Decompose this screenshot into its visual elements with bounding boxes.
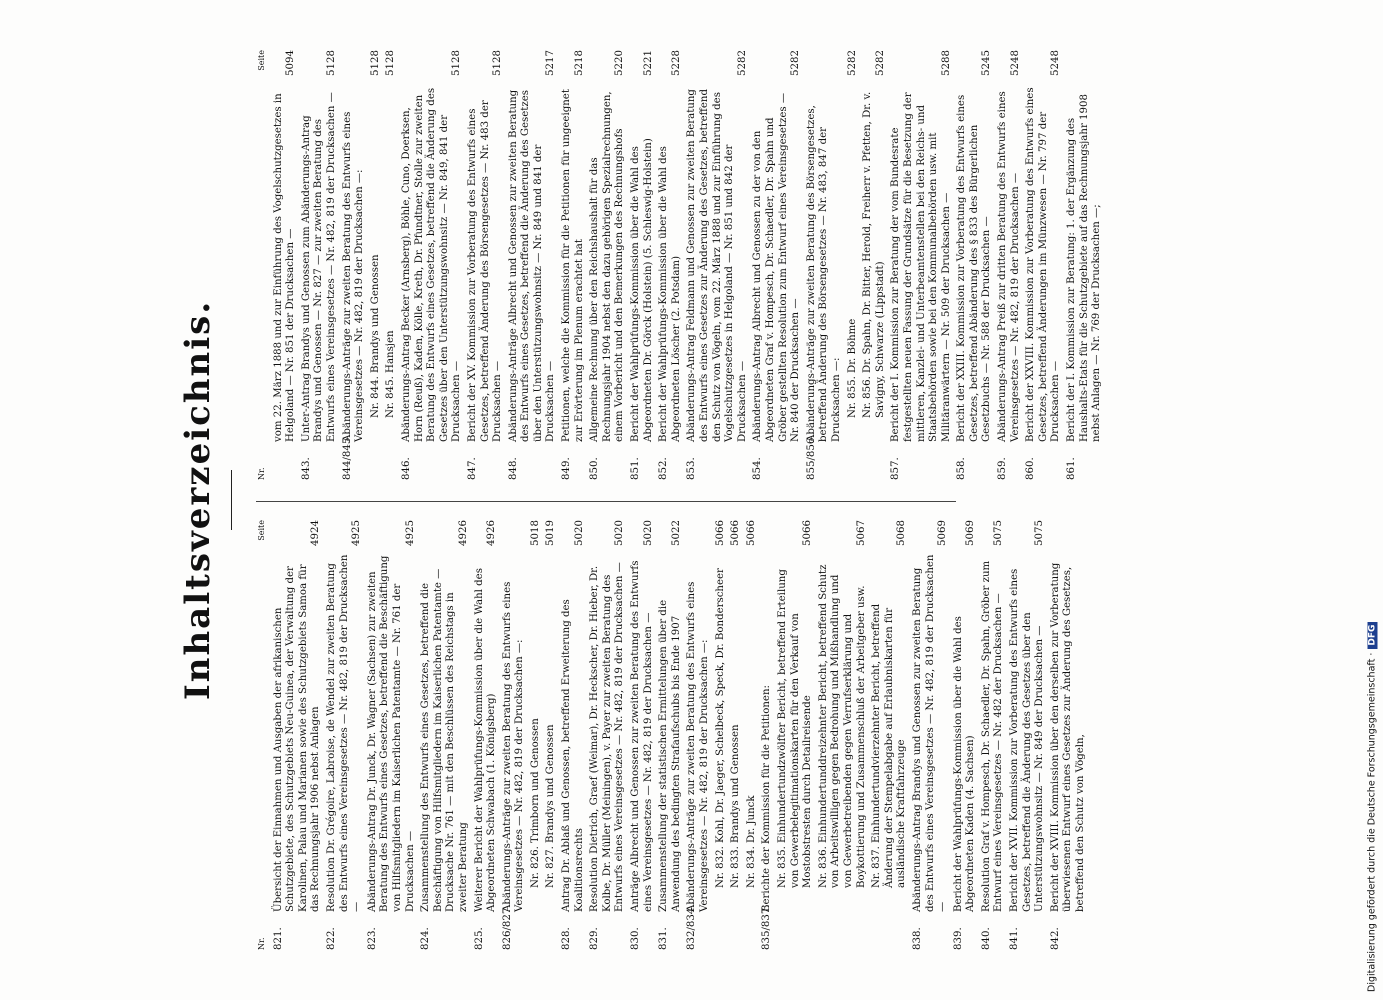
toc-entry xyxy=(686,50,749,480)
rotated-document xyxy=(46,30,1336,970)
page-title: Inhaltsverzeichnis. xyxy=(178,299,218,701)
entry-text: Bericht der XVII. Kommission zur Vorberatung des Entwurfs eines Gesetzes, betreffend die Änderung des Gesetzes über den Unterstützungswohnsitz — Nr. 849 der Drucksachen — xyxy=(1009,568,1046,912)
entry-text: Nr. 827. Brandys und Genossen xyxy=(545,724,557,888)
toc-entry xyxy=(746,520,759,950)
entry-text: Nr. 845. Hansjen xyxy=(385,330,397,418)
toc-entry xyxy=(530,520,543,950)
entry-number: 860. xyxy=(1025,457,1037,480)
toc-entry xyxy=(589,520,627,950)
entry-page: 5282 xyxy=(790,50,802,76)
entry-number: 849. xyxy=(561,457,573,480)
entry-number: 825. xyxy=(473,927,485,950)
entry-page: 5282 xyxy=(874,50,886,76)
entry-text: Bericht der XXVIII. Kommission zur Vorberatung des Entwurfs eines Gesetzes, betreffend Änderungen im Münzwesen — Nr. 797 der Drucksachen — xyxy=(1025,87,1062,442)
right-column xyxy=(256,50,1107,480)
entry-page: 5066 xyxy=(730,520,742,546)
entry-text: Bericht der XVIII. Kommission über den derselben zur Vorberatung überwiesenen Entwurf eines Gesetzes zur Änderung des Gesetzes, betreffend den Schutz von Vögeln, xyxy=(1049,562,1087,912)
left-column-header xyxy=(256,520,269,950)
entry-page: 5128 xyxy=(492,50,504,76)
entry-page: 5248 xyxy=(1009,50,1021,76)
entry-page: 5288 xyxy=(940,50,952,76)
entry-page: 5128 xyxy=(385,50,397,76)
entry-number: 842. xyxy=(1049,927,1061,950)
entry-page: 4925 xyxy=(351,520,363,546)
entry-number xyxy=(818,902,868,950)
entry-number: 840. xyxy=(980,927,992,950)
toc-entry xyxy=(761,520,774,950)
entry-text: Resolution Dietrich, Graef (Weimar), Dr. Heckscher, Dr. Hieber, Dr. Kolbe, Dr. Müller (Meiningen), v. Payer zur zweiten Beratung des Entwurfs eines Vereinsgesetzes — Nr. 482, 819 der Drucksachen — xyxy=(589,562,626,912)
entry-number: 861. xyxy=(1066,457,1078,480)
toc-entry xyxy=(730,520,743,950)
entry-number: 846. xyxy=(400,457,412,480)
entry-text: Antrag Dr. Ablaß und Genossen, betreffend Erweiterung des Koalitionsrechts xyxy=(561,599,585,912)
entry-number xyxy=(370,432,383,480)
toc-entry xyxy=(326,520,364,950)
entry-text: Nr. 826. Trimborn und Genossen xyxy=(529,718,541,888)
seite-header: Seite xyxy=(257,50,266,71)
toc-entry xyxy=(997,50,1022,480)
entry-page: 4926 xyxy=(486,520,498,546)
toc-entry xyxy=(658,50,683,480)
entry-text: Nr. 832. Kohl, Dr. Jaeger, Schelbeck, Speck, Dr. Bonderscheer xyxy=(714,568,726,888)
entry-text: Abänderungs-Antrag Feldmann und Genossen zur zweiten Beratung des Entwurfs eines Gesetzes zur Änderung des Gesetzes, betreffend den Schutz von Vögeln, vom 22. März 1888 und zur Einführung des Vogelschutzgesetzes in Helgoland — Nr. 851 und 842 der Drucksachen — xyxy=(686,88,748,442)
entry-text: Abänderungs-Antrag Preiß zur dritten Beratung des Entwurfs eines Vereinsgesetzes — Nr. 482, 819 der Drucksachen — xyxy=(997,91,1021,442)
entry-page: 5066 xyxy=(714,520,726,546)
entry-number: 822. xyxy=(325,927,337,950)
toc-entry xyxy=(890,50,953,480)
funding-note-text-wrap xyxy=(1367,6,1378,992)
toc-entry xyxy=(912,520,950,950)
entry-text: Bericht der Wahlprüfungs-Kommission über die Wahl des Abgeordneten Kaden (4. Sachsen) xyxy=(952,616,977,912)
entry-page: 5068 xyxy=(896,520,908,546)
entry-text: vom 22. März 1888 und zur Einführung des Vogelschutzgesetzes in Helgoland — Nr. 851 der Drucksachen — xyxy=(272,93,297,442)
entry-text: Übersicht der Einnahmen und Ausgaben der afrikanischen Schutzgebiete, des Schutzgebiets Neu-Guinea, der Verwaltung der Karolinen, Palau und Marianen sowie des Schutzgebiets Samoa für das Rechnungsjahr 1906 nebst Anlagen xyxy=(272,564,322,912)
toc-entry xyxy=(658,520,683,950)
toc-entry xyxy=(1009,520,1047,950)
entry-number: 854. xyxy=(752,457,764,480)
toc-entry xyxy=(301,50,339,480)
entry-text: Abänderungs-Antrag Brandys und Genossen zur zweiten Beratung des Entwurfs eines Vereinsgesetzes — Nr. 482, 819 der Drucksachen — xyxy=(911,554,949,912)
entry-text: Abänderungs-Anträge Albrecht und Genossen zur zweiten Beratung des Entwurfs eines Gesetzes, betreffend die Änderung des Gesetzes über den Unterstützungswohnsitz — Nr. 849 und 841 der Drucksachen — xyxy=(507,89,557,442)
nr-header: Nr. xyxy=(257,467,266,480)
entry-number: 823. xyxy=(366,927,378,950)
entry-number: 835/837. xyxy=(761,904,773,950)
entry-number: 844/845. xyxy=(341,434,353,480)
entry-page: 5282 xyxy=(846,50,858,76)
entry-page: 5069 xyxy=(937,520,949,546)
toc-entry xyxy=(1066,50,1104,480)
entry-text: Anträge Albrecht und Genossen zur zweiten Beratung des Entwurfs eines Vereinsgesetzes — Nr. 482, 819 der Drucksachen — xyxy=(630,560,654,912)
entry-page: 5020 xyxy=(573,520,585,546)
entry-text: Abänderungs-Anträge zur zweiten Beratung des Entwurfs eines Vereinsgesetzes — Nr. 482, 819 der Drucksachen —: xyxy=(686,581,710,912)
toc-entry xyxy=(370,50,383,480)
entry-page: 5128 xyxy=(451,50,463,76)
entry-text: Nr. 837. Einhundertundvierzehnter Bericht, betreffend Änderung der Stempelabgabe auf Erlaubniskarten für ausländische Kraftfahrzeuge xyxy=(871,603,908,888)
entry-number xyxy=(847,432,860,480)
toc-entry xyxy=(686,520,711,950)
entry-number: 831. xyxy=(658,927,670,950)
entry-text: Allgemeine Rechnung über den Reichshaushalt für das Rechnungsjahr 1904 nebst den dazu gehörigen Spezialrechnungen, einem Vorbericht und den Bemerkungen des Rechnungshofs xyxy=(589,91,626,442)
entry-page: 5020 xyxy=(642,520,654,546)
entry-number: 852. xyxy=(658,457,670,480)
entry-page: 5075 xyxy=(1034,520,1046,546)
entry-page: 5221 xyxy=(642,50,654,76)
toc-entry xyxy=(589,50,627,480)
entry-page: 5128 xyxy=(325,50,337,76)
toc-entry xyxy=(342,50,367,480)
entry-number: 847. xyxy=(466,457,478,480)
entry-text: Nr. 836. Einhundertunddreizehnter Bericht, betreffend Schutz von Arbeitswilligen gegen Bedrohung und Mißhandlung und von Gewerbetreibenden gegen Verrufserklärung und Boykottierung und Zusammenschluß der Arbeitgeber usw. xyxy=(817,564,867,888)
toc-entry xyxy=(806,50,844,480)
entry-number xyxy=(385,432,398,480)
right-column-header xyxy=(256,50,269,480)
entry-text: Zusammenstellung des Entwurfs eines Gesetzes, betreffend die Beschäftigung von Hilfsmitgliedern im Kaiserlichen Patentamte — Drucksache Nr. 761 — mit den Beschlüssen des Reichstags in zweiter Beratung xyxy=(420,568,469,912)
entry-text: Zusammenstellung der statistischen Ermittelungen über die Anwendung des bedingten Strafaufschubs bis Ende 1907 xyxy=(658,599,682,912)
entry-number: 828. xyxy=(561,927,573,950)
entry-number xyxy=(530,902,543,950)
entry-text: Weiterer Bericht der Wahlprüfungs-Kommission über die Wahl des Abgeordneten Schwabach (1. Königsberg) xyxy=(473,568,498,912)
entry-text: Nr. 855. Dr. Böhme xyxy=(846,318,858,418)
entry-text: Bericht der Wahlprüfungs-Kommission über die Wahl des Abgeordneten Löscher (2. Potsdam) xyxy=(658,146,682,442)
entry-page: 5075 xyxy=(993,520,1005,546)
entry-page: 5217 xyxy=(545,50,557,76)
entry-page: 5094 xyxy=(285,50,297,76)
entry-text: Unter-Antrag Brandys und Genossen zum Abänderungs-Antrag Brandys und Genossen — Nr. 827 — zur zweiten Beratung des Entwurfs eines Vereinsgesetzes — Nr. 482, 819 der Drucksachen — xyxy=(300,92,337,442)
toc-entry xyxy=(777,520,815,950)
entry-text: Bericht der XV. Kommission zur Vorberatung des Entwurfs eines Gesetzes, betreffend Änderung des Börsengesetzes — Nr. 483 der Drucksachen — xyxy=(466,100,504,442)
entry-text: Resolution Dr. Grégoire, Labroise, de Wendel zur zweiten Beratung des Entwurfs eines Vereinsgesetzes — Nr. 482, 819 der Drucksachen — xyxy=(325,554,363,912)
entry-page: 5022 xyxy=(670,520,682,546)
entry-page: 5020 xyxy=(614,520,626,546)
nr-header: Nr. xyxy=(257,937,266,950)
entry-number: 851. xyxy=(630,457,642,480)
toc-entry xyxy=(420,520,470,950)
toc-entry xyxy=(1050,520,1088,950)
seite-header: Seite xyxy=(257,520,266,541)
entry-text: Bericht der I. Kommission zur Beratung der vom Bundesrate festgestellten neuen Fassung der Grundsätze für die Besetzung der mittleren, Kanzlei- und Unterbeamtenstellen bei den Reichs- und Staatsbehörden sowie bei den Kommunalbehörden usw. mit Militäranwärtern — Nr. 509 der Drucksachen — xyxy=(890,92,952,442)
left-column xyxy=(256,520,1091,950)
entry-text: Nr. 833. Brandys und Genossen xyxy=(730,724,742,888)
toc-entry xyxy=(752,50,802,480)
toc-entry xyxy=(953,520,978,950)
entry-number: 859. xyxy=(997,457,1009,480)
entry-text: Abänderungs-Antrag Becker (Arnsberg), Böhle, Cuno, Doerksen, Horn (Reuß), Kaden, Kölle, Kreth, Dr. Pfundtner, Stolle zur zweiten Beratung des Entwurfs eines Gesetzes, betreffend die Änderung des Gesetzes über den Unterstützungswohnsitz — Nr. 849, 841 der Drucksachen — xyxy=(400,87,463,442)
entry-number: 824. xyxy=(420,927,432,950)
toc-entry xyxy=(502,520,527,950)
entry-number: 821. xyxy=(272,927,284,950)
entry-number xyxy=(273,442,298,480)
toc-entry xyxy=(385,50,398,480)
toc-entry xyxy=(862,50,887,480)
toc-entry xyxy=(871,520,909,950)
entry-number: 848. xyxy=(507,457,519,480)
toc-entry xyxy=(561,520,586,950)
toc-entry xyxy=(630,50,655,480)
entry-number: 830. xyxy=(630,927,642,950)
toc-entry xyxy=(467,50,505,480)
toc-entry xyxy=(545,520,558,950)
toc-entry xyxy=(508,50,558,480)
entry-number: 829. xyxy=(589,927,601,950)
entry-number xyxy=(715,902,728,950)
entry-text: Abänderungs-Anträge zur zweiten Beratung des Entwurfs eines Vereinsgesetzes — Nr. 482, 819 der Drucksachen —: xyxy=(501,581,526,912)
entry-number xyxy=(777,902,815,950)
entry-text: Resolution Graf v. Hompesch, Dr. Schaedler, Dr. Spahn, Gröber zum Entwurf eines Vereinsgesetzes — Nr. 482 der Drucksachen — xyxy=(980,560,1005,912)
entry-number xyxy=(871,902,909,950)
toc-entry xyxy=(818,520,868,950)
entry-number xyxy=(746,902,759,950)
toc-entry xyxy=(981,520,1006,950)
entry-text: Berichte der Kommission für die Petitionen: xyxy=(761,685,773,912)
entry-text: Bericht der XXIII. Kommission zur Vorberatung des Entwurfs eines Gesetzes, betreffend Abänderung des § 833 des Bürgerlichen Gesetzbuchs — Nr. 588 der Drucksachen — xyxy=(956,94,993,442)
entry-number: 832/834. xyxy=(686,904,698,950)
entry-text: Petitionen, welche die Kommission für die Petitionen für ungeeignet zur Erörterung im Plenum erachtet hat xyxy=(561,89,585,442)
toc-entry xyxy=(273,50,298,480)
entry-number: 841. xyxy=(1009,927,1021,950)
entry-page: 5067 xyxy=(855,520,867,546)
entry-number: 850. xyxy=(589,457,601,480)
toc-entry xyxy=(715,520,728,950)
entry-page: 4926 xyxy=(457,520,469,546)
entry-page: 5066 xyxy=(745,520,757,546)
entry-number: 839. xyxy=(952,927,964,950)
funding-note xyxy=(1364,6,1380,992)
entry-number xyxy=(545,902,558,950)
toc-entry xyxy=(1025,50,1063,480)
toc-entry xyxy=(401,50,464,480)
entry-number: 853. xyxy=(686,457,698,480)
entry-page: 5248 xyxy=(1050,50,1062,76)
entry-number: 857. xyxy=(890,457,902,480)
toc-entry xyxy=(956,50,994,480)
entry-text: Abänderungs-Anträge zur zweiten Beratung des Börsengesetzes, betreffend Änderung des Börsengesetzes — Nr. 483, 847 der Drucksachen —: xyxy=(805,105,842,442)
entry-page: 5245 xyxy=(981,50,993,76)
entry-text: Nr. 856. Dr. Spahn, Dr. Bitter, Herold, Freiherr v. Pfetten, Dr. v. Savigny, Schwarze (Lippstadt) xyxy=(862,91,886,418)
entry-page: 5228 xyxy=(670,50,682,76)
entry-number xyxy=(730,902,743,950)
title-rule xyxy=(231,470,232,530)
dfg-logo: DFG xyxy=(1368,622,1378,649)
entry-text: Abänderungs-Antrag Dr. Junck, Dr. Wagner (Sachsen) zur zweiten Beratung des Entwurfs eines Gesetzes, betreffend die Beschäftigung von Hilfsmitgliedern im Kaiserlichen Patentamte — Nr. 761 der Drucksachen — xyxy=(366,555,416,912)
entry-page: 5282 xyxy=(736,50,748,76)
entry-number xyxy=(862,432,887,480)
entry-text: Abänderungs-Antrag Albrecht und Genossen zu der von den Abgeordneten Graf v. Hompesch, Dr. Schaedler, Dr. Spahn und Gröber gestellten Resolution zum Entwurf eines Vereinsgesetzes — Nr. 840 der Drucksachen — xyxy=(752,92,802,442)
entry-text: Bericht der Wahlprüfungs-Kommission über die Wahl des Abgeordneten Dr. Görck (Holstein) (5. Schleswig-Holstein) xyxy=(630,138,654,442)
entry-page: 5218 xyxy=(573,50,585,76)
entry-number: 838. xyxy=(911,927,923,950)
entry-text: Nr. 835. Einhundertundzwölfter Bericht, betreffend Erteilung von Gewerbelegitimationskarten für den Verkauf von Mostobstresten durch Detailreisende xyxy=(776,569,814,888)
toc-entry xyxy=(273,520,323,950)
toc-entry xyxy=(847,50,860,480)
column-divider xyxy=(256,501,956,502)
funding-note-text: Digitalisierung gefördert durch die Deutsche Forschungsgemeinschaft · xyxy=(1366,652,1378,992)
entry-text: Nr. 834. Dr. Junck xyxy=(745,795,757,888)
toc-entry xyxy=(561,50,586,480)
entry-page: 4925 xyxy=(404,520,416,546)
entry-text: Bericht der I. Kommission zur Beratung: 1. der Ergänzung des Haushalts-Etats für die Schutzgebiete auf das Rechnungsjahr 1908 nebst Anlagen — Nr. 769 der Drucksachen —; xyxy=(1066,94,1103,442)
entry-page: 5220 xyxy=(614,50,626,76)
entry-page: 5018 xyxy=(529,520,541,546)
entry-page: 5128 xyxy=(369,50,381,76)
toc-entry xyxy=(367,520,417,950)
entry-page: 4924 xyxy=(310,520,322,546)
toc-entry xyxy=(474,520,499,950)
toc-entry xyxy=(630,520,655,950)
entry-page: 5066 xyxy=(802,520,814,546)
entry-page: 5069 xyxy=(965,520,977,546)
entry-page: 5019 xyxy=(545,520,557,546)
entry-number: 858. xyxy=(956,457,968,480)
entry-number: 826/827. xyxy=(501,904,513,950)
entry-number: 855/856. xyxy=(805,434,817,480)
entry-number: 843. xyxy=(300,457,312,480)
entry-text: Nr. 844. Brandys und Genossen xyxy=(369,254,381,418)
entry-text: Abänderungs-Anträge zur zweiten Beratung des Entwurfs eines Vereinsgesetzes — Nr. 482, 819 der Drucksachen —: xyxy=(341,111,366,442)
